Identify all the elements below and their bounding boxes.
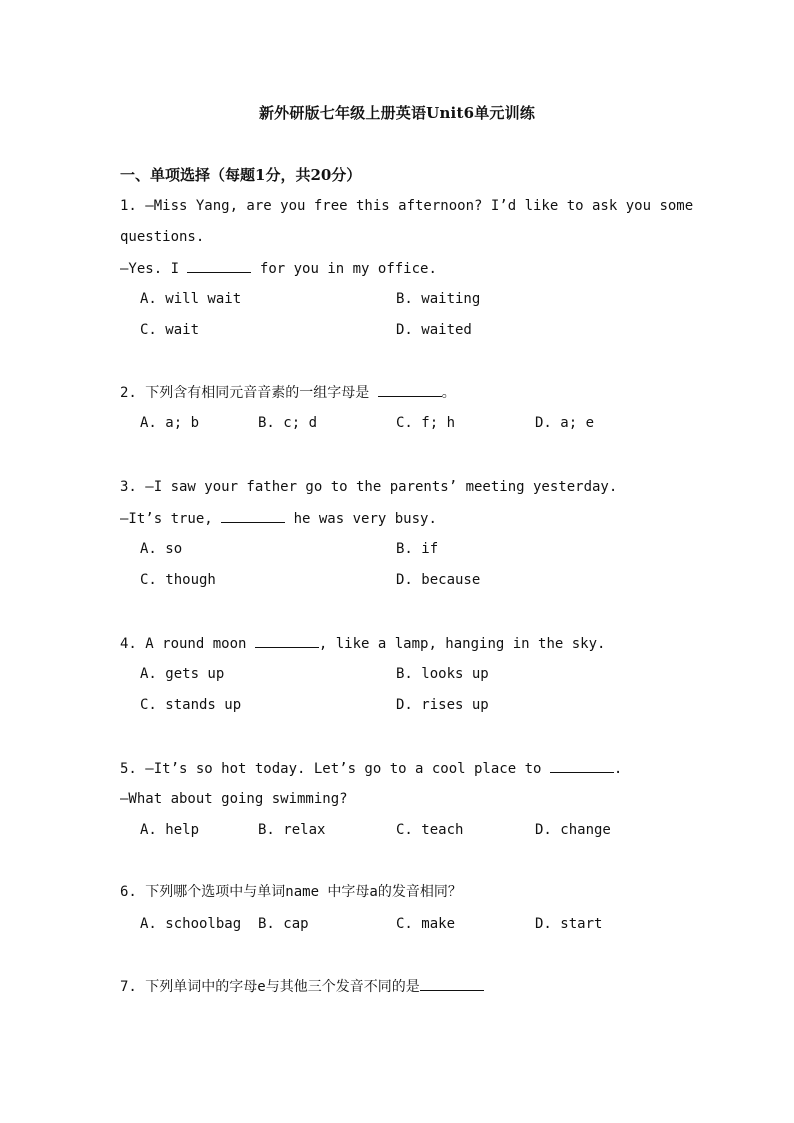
question-1-reply-post: for you in my office. <box>259 261 437 277</box>
question-3-reply-post: he was very busy. <box>293 511 437 527</box>
question-5-reply: —What about going swimming? <box>120 791 348 807</box>
q5-option-d[interactable]: D. change <box>535 822 611 838</box>
question-4-stem-pre: 4. A round moon <box>120 636 247 652</box>
answer-blank <box>378 382 442 397</box>
q4-option-c[interactable]: C. stands up <box>140 697 242 713</box>
q4-option-d[interactable]: D. rises up <box>396 697 489 713</box>
question-1-stem-cont: questions. <box>120 229 205 245</box>
q2-option-a[interactable]: A. a; b <box>140 415 200 431</box>
page-title: 新外研版七年级上册英语Unit6单元训练 <box>258 104 536 122</box>
q3-option-d[interactable]: D. because <box>396 572 481 588</box>
q3-option-b[interactable]: B. if <box>396 541 439 557</box>
question-2-stem-post: 。 <box>441 385 456 401</box>
q6-option-b[interactable]: B. cap <box>258 916 309 932</box>
question-7-stem-text: 7. 下列单词中的字母e与其他三个发音不同的是 <box>120 979 420 995</box>
q1-option-a[interactable]: A. will wait <box>140 291 242 307</box>
answer-blank <box>550 758 614 773</box>
question-7-stem <box>120 976 484 997</box>
answer-blank <box>420 976 484 991</box>
question-5-stem-pre: 5. —It’s so hot today. Let’s go to a cool place to <box>120 761 542 777</box>
q1-option-c[interactable]: C. wait <box>140 322 200 338</box>
q6-option-c[interactable]: C. make <box>396 916 456 932</box>
question-2-stem-pre: 2. 下列含有相同元音音素的一组字母是 <box>120 385 370 401</box>
q3-option-c[interactable]: C. though <box>140 572 216 588</box>
question-4-stem-post: , like a lamp, hanging in the sky. <box>318 636 606 652</box>
question-4-stem <box>120 633 605 654</box>
question-1-reply-pre: —Yes. I <box>120 261 180 277</box>
q4-option-a[interactable]: A. gets up <box>140 666 225 682</box>
q6-option-a[interactable]: A. schoolbag <box>140 916 242 932</box>
question-5-stem <box>120 758 622 779</box>
question-3-stem: 3. —I saw your father go to the parents’ meeting yesterday. <box>120 479 618 495</box>
section-heading: 一、单项选择（每题1分，共20分） <box>120 166 362 184</box>
question-1-reply <box>120 258 437 279</box>
q1-option-b[interactable]: B. waiting <box>396 291 481 307</box>
q2-option-b[interactable]: B. c; d <box>258 415 318 431</box>
q6-option-d[interactable]: D. start <box>535 916 603 932</box>
q1-option-d[interactable]: D. waited <box>396 322 472 338</box>
question-3-reply-pre: —It’s true, <box>120 511 213 527</box>
q5-option-b[interactable]: B. relax <box>258 822 326 838</box>
question-3-reply <box>120 508 437 529</box>
answer-blank <box>187 258 251 273</box>
question-5-stem-post: . <box>613 761 623 777</box>
question-6-stem: 6. 下列哪个选项中与单词name 中字母a的发音相同？ <box>120 884 462 900</box>
q5-option-a[interactable]: A. help <box>140 822 200 838</box>
q5-option-c[interactable]: C. teach <box>396 822 464 838</box>
question-1-stem: 1. —Miss Yang, are you free this afternoon? I’d like to ask you some <box>120 198 694 214</box>
q2-option-c[interactable]: C. f; h <box>396 415 456 431</box>
q2-option-d[interactable]: D. a; e <box>535 415 595 431</box>
q3-option-a[interactable]: A. so <box>140 541 183 557</box>
answer-blank <box>221 508 285 523</box>
question-2-stem <box>120 382 456 403</box>
answer-blank <box>255 633 319 648</box>
q4-option-b[interactable]: B. looks up <box>396 666 489 682</box>
